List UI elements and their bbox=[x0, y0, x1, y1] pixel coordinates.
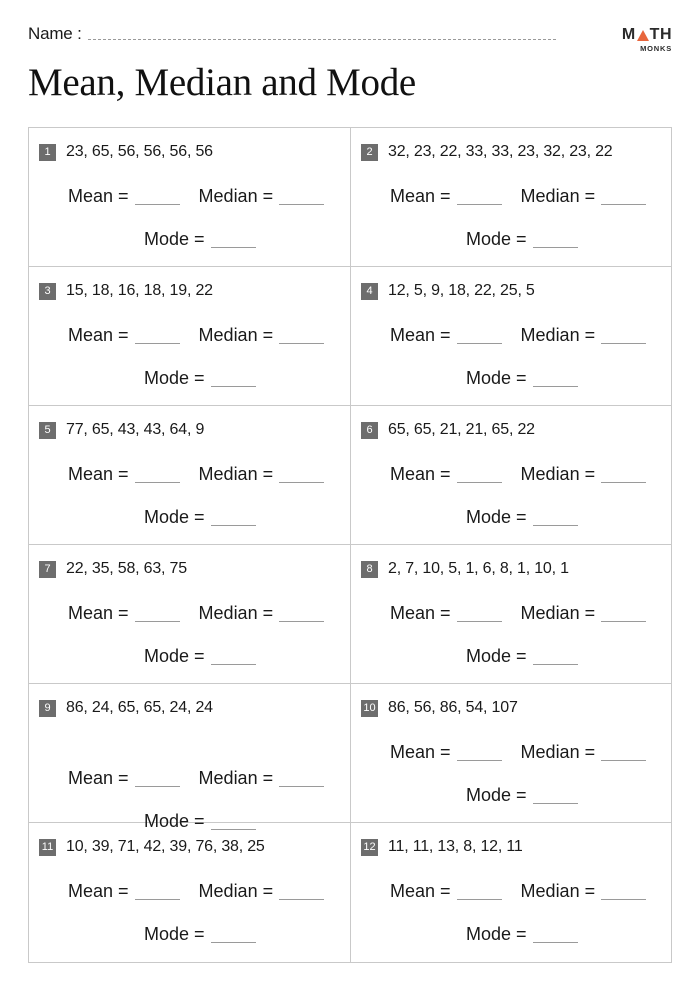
mean-median-row bbox=[68, 768, 324, 789]
problem-data-set: 86, 24, 65, 65, 24, 24 bbox=[66, 699, 213, 716]
median-answer-blank[interactable] bbox=[279, 785, 324, 787]
problem-cell-2 bbox=[351, 128, 672, 267]
mean-label: Mean = bbox=[390, 742, 451, 762]
problem-data-set: 15, 18, 16, 18, 19, 22 bbox=[66, 282, 213, 299]
mean-answer-blank[interactable] bbox=[135, 203, 180, 205]
problem-cell-9 bbox=[29, 684, 351, 831]
mean-median-row bbox=[390, 464, 646, 485]
logo-text-th: TH bbox=[649, 26, 672, 43]
mean-label: Mean = bbox=[390, 464, 451, 484]
problem-data-set: 12, 5, 9, 18, 22, 25, 5 bbox=[388, 282, 535, 299]
median-label: Median = bbox=[198, 186, 274, 206]
median-label: Median = bbox=[198, 881, 274, 901]
problem-number-badge: 7 bbox=[39, 561, 56, 578]
mode-answer-blank[interactable] bbox=[533, 385, 578, 387]
mean-answer-blank[interactable] bbox=[457, 203, 502, 205]
problem-cell-7 bbox=[29, 545, 351, 684]
problem-number-badge: 6 bbox=[361, 422, 378, 439]
problem-header bbox=[39, 143, 213, 161]
problem-number-badge: 11 bbox=[39, 839, 56, 856]
mode-label: Mode = bbox=[144, 507, 205, 527]
mean-label: Mean = bbox=[68, 768, 129, 788]
median-label: Median = bbox=[520, 464, 596, 484]
mode-label: Mode = bbox=[144, 924, 205, 944]
median-answer-blank[interactable] bbox=[279, 481, 324, 483]
problem-cell-1 bbox=[29, 128, 351, 267]
mean-median-row bbox=[68, 464, 324, 485]
problem-number-badge: 12 bbox=[361, 839, 378, 856]
mode-answer-blank[interactable] bbox=[533, 663, 578, 665]
problem-cell-8 bbox=[351, 545, 672, 684]
median-answer-blank[interactable] bbox=[279, 620, 324, 622]
mode-answer-blank[interactable] bbox=[211, 941, 256, 943]
median-answer-blank[interactable] bbox=[601, 203, 646, 205]
mean-median-row bbox=[68, 186, 324, 207]
name-input-line[interactable] bbox=[88, 38, 556, 40]
median-label: Median = bbox=[198, 768, 274, 788]
mean-label: Mean = bbox=[68, 603, 129, 623]
problem-number-badge: 4 bbox=[361, 283, 378, 300]
problem-data-set: 10, 39, 71, 42, 39, 76, 38, 25 bbox=[66, 838, 265, 855]
problem-cell-4 bbox=[351, 267, 672, 406]
problem-cell-10 bbox=[351, 684, 672, 823]
median-answer-blank[interactable] bbox=[601, 342, 646, 344]
triangle-icon bbox=[637, 30, 649, 41]
mode-row bbox=[466, 924, 578, 945]
page-title: Mean, Median and Mode bbox=[28, 61, 416, 104]
mean-answer-blank[interactable] bbox=[135, 898, 180, 900]
median-answer-blank[interactable] bbox=[279, 342, 324, 344]
problem-data-set: 77, 65, 43, 43, 64, 9 bbox=[66, 421, 205, 438]
problem-data-set: 2, 7, 10, 5, 1, 6, 8, 1, 10, 1 bbox=[388, 560, 569, 577]
mean-median-row bbox=[68, 881, 324, 902]
median-answer-blank[interactable] bbox=[601, 898, 646, 900]
mean-answer-blank[interactable] bbox=[457, 481, 502, 483]
mode-label: Mode = bbox=[466, 785, 527, 805]
problem-header bbox=[39, 699, 213, 717]
mean-median-row bbox=[68, 603, 324, 624]
problem-data-set: 65, 65, 21, 21, 65, 22 bbox=[388, 421, 535, 438]
mode-label: Mode = bbox=[466, 924, 527, 944]
problem-header bbox=[39, 838, 265, 856]
logo-text-monks: MONKS bbox=[640, 44, 672, 53]
problem-header bbox=[361, 699, 518, 717]
problem-cell-5 bbox=[29, 406, 351, 545]
mean-median-row bbox=[390, 186, 646, 207]
mean-answer-blank[interactable] bbox=[135, 620, 180, 622]
mode-row bbox=[144, 368, 256, 389]
mode-answer-blank[interactable] bbox=[533, 941, 578, 943]
mean-label: Mean = bbox=[390, 881, 451, 901]
mean-answer-blank[interactable] bbox=[135, 481, 180, 483]
mean-label: Mean = bbox=[68, 881, 129, 901]
mode-row bbox=[144, 646, 256, 667]
problem-data-set: 86, 56, 86, 54, 107 bbox=[388, 699, 518, 716]
mode-row bbox=[466, 646, 578, 667]
problem-cell-3 bbox=[29, 267, 351, 406]
mean-median-row bbox=[390, 881, 646, 902]
problem-data-set: 23, 65, 56, 56, 56, 56 bbox=[66, 143, 213, 160]
mean-answer-blank[interactable] bbox=[457, 759, 502, 761]
problem-header bbox=[39, 282, 213, 300]
problem-data-set: 22, 35, 58, 63, 75 bbox=[66, 560, 187, 577]
mode-label: Mode = bbox=[466, 368, 527, 388]
mean-label: Mean = bbox=[68, 464, 129, 484]
median-label: Median = bbox=[198, 325, 274, 345]
problem-number-badge: 8 bbox=[361, 561, 378, 578]
mean-label: Mean = bbox=[68, 186, 129, 206]
problem-number-badge: 9 bbox=[39, 700, 56, 717]
mode-row bbox=[466, 368, 578, 389]
median-label: Median = bbox=[520, 881, 596, 901]
mean-label: Mean = bbox=[390, 325, 451, 345]
median-answer-blank[interactable] bbox=[601, 620, 646, 622]
mode-answer-blank[interactable] bbox=[211, 385, 256, 387]
problem-header bbox=[361, 560, 569, 578]
mean-answer-blank[interactable] bbox=[457, 620, 502, 622]
problem-number-badge: 5 bbox=[39, 422, 56, 439]
mean-median-row bbox=[390, 742, 646, 763]
median-answer-blank[interactable] bbox=[279, 898, 324, 900]
median-label: Median = bbox=[520, 603, 596, 623]
problem-cell-12 bbox=[351, 823, 672, 962]
median-label: Median = bbox=[520, 325, 596, 345]
mode-row bbox=[466, 507, 578, 528]
name-row bbox=[28, 24, 556, 44]
mean-median-row bbox=[390, 325, 646, 346]
mode-row bbox=[466, 229, 578, 250]
problem-number-badge: 2 bbox=[361, 144, 378, 161]
mean-answer-blank[interactable] bbox=[457, 342, 502, 344]
mode-label: Mode = bbox=[144, 229, 205, 249]
mean-label: Mean = bbox=[68, 325, 129, 345]
name-label: Name : bbox=[28, 24, 82, 43]
problem-data-set: 32, 23, 22, 33, 33, 23, 32, 23, 22 bbox=[388, 143, 613, 160]
mean-median-row bbox=[68, 325, 324, 346]
median-answer-blank[interactable] bbox=[601, 481, 646, 483]
median-label: Median = bbox=[520, 742, 596, 762]
mode-row bbox=[144, 924, 256, 945]
problem-header bbox=[361, 143, 613, 161]
median-label: Median = bbox=[198, 603, 274, 623]
mode-answer-blank[interactable] bbox=[533, 524, 578, 526]
mode-label: Mode = bbox=[144, 646, 205, 666]
mean-label: Mean = bbox=[390, 186, 451, 206]
problem-number-badge: 10 bbox=[361, 700, 378, 717]
mean-label: Mean = bbox=[390, 603, 451, 623]
mode-row bbox=[466, 785, 578, 806]
problem-header bbox=[39, 421, 204, 439]
mode-label: Mode = bbox=[466, 507, 527, 527]
mode-label: Mode = bbox=[466, 646, 527, 666]
median-label: Median = bbox=[198, 464, 274, 484]
mean-answer-blank[interactable] bbox=[457, 898, 502, 900]
median-answer-blank[interactable] bbox=[601, 759, 646, 761]
mode-row bbox=[144, 229, 256, 250]
mode-answer-blank[interactable] bbox=[211, 246, 256, 248]
problem-header bbox=[361, 421, 535, 439]
problem-header bbox=[39, 560, 187, 578]
problem-number-badge: 1 bbox=[39, 144, 56, 161]
mode-label: Mode = bbox=[466, 229, 527, 249]
problem-header bbox=[361, 838, 523, 856]
problem-grid bbox=[28, 127, 672, 963]
mean-answer-blank[interactable] bbox=[135, 342, 180, 344]
mode-row bbox=[144, 507, 256, 528]
mode-answer-blank[interactable] bbox=[211, 524, 256, 526]
median-answer-blank[interactable] bbox=[279, 203, 324, 205]
mean-median-row bbox=[390, 603, 646, 624]
median-label: Median = bbox=[520, 186, 596, 206]
mode-label: Mode = bbox=[144, 811, 205, 831]
logo-text-m: M bbox=[621, 26, 636, 43]
mode-label: Mode = bbox=[144, 368, 205, 388]
problem-data-set: 11, 11, 13, 8, 12, 11 bbox=[388, 838, 523, 855]
mode-answer-blank[interactable] bbox=[533, 802, 578, 804]
problem-number-badge: 3 bbox=[39, 283, 56, 300]
mode-answer-blank[interactable] bbox=[533, 246, 578, 248]
problem-cell-11 bbox=[29, 823, 351, 962]
math-monks-logo bbox=[622, 27, 672, 53]
problem-cell-6 bbox=[351, 406, 672, 545]
mode-answer-blank[interactable] bbox=[211, 663, 256, 665]
mean-answer-blank[interactable] bbox=[135, 785, 180, 787]
problem-header bbox=[361, 282, 535, 300]
